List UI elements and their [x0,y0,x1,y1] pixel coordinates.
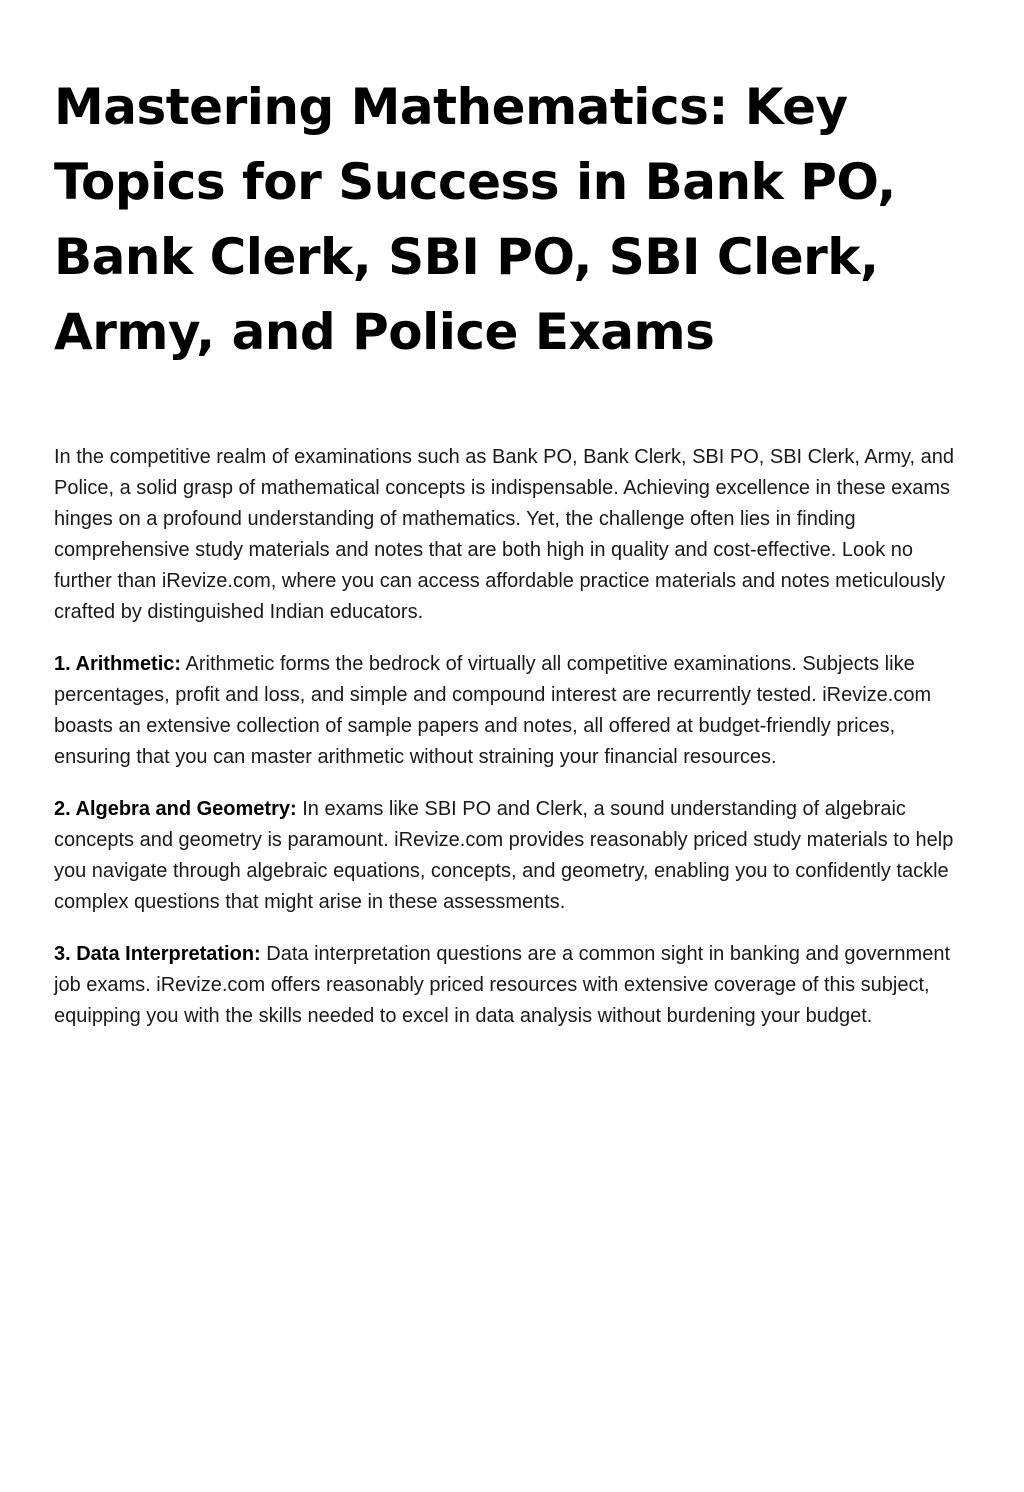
intro-paragraph: In the competitive realm of examinations such as Bank PO, Bank Clerk, SBI PO, SBI Clerk, Army, and Police, a solid grasp of mathematical concepts is indispensable. Achieving excellence in these exams hinges on a profound understanding of mathematics. Yet, the challenge often lies in finding comprehensive study materials and notes that are both high in quality and cost-effective. Look no further than iRevize.com, where you can access affordable practice materials and notes meticulously crafted by distinguished Indian educators. [54,446,954,623]
section-heading-algebra-geometry: 2. Algebra and Geometry: [54,798,297,820]
section-heading-arithmetic: 1. Arithmetic: [54,653,182,675]
section-text-algebra-geometry: In exams like SBI PO and Clerk, a sound understanding of algebraic concepts and geometry is paramount. iRevize.com provides reasonably priced study materials to help you navigate through algebraic equations, concepts, and geometry, enabling you to confidently tackle complex questions that might arise in these assessments. [54,798,954,913]
document-body [54,442,974,1032]
section-algebra-geometry [54,794,974,918]
section-arithmetic [54,649,974,773]
document-title: Mastering Mathematics: Key Topics for Success in Bank PO, Bank Clerk, SBI PO, SBI Clerk, Army, and Police Exams [54,78,896,361]
section-data-interpretation [54,939,974,1032]
section-text-data-interpretation: Data interpretation questions are a common sight in banking and government job exams. iRevize.com offers reasonably priced resources with extensive coverage of this subject, equipping you with the skills needed to excel in data analysis without burdening your budget. [54,943,951,1027]
document-page [54,70,974,1053]
section-heading-data-interpretation: 3. Data Interpretation: [54,943,261,965]
section-text-arithmetic: Arithmetic forms the bedrock of virtually all competitive examinations. Subjects like percentages, profit and loss, and simple and compound interest are recurrently tested. iRevize.com boasts an extensive collection of sample papers and notes, all offered at budget-friendly prices, ensuring that you can master arithmetic without straining your financial resources. [54,653,932,768]
